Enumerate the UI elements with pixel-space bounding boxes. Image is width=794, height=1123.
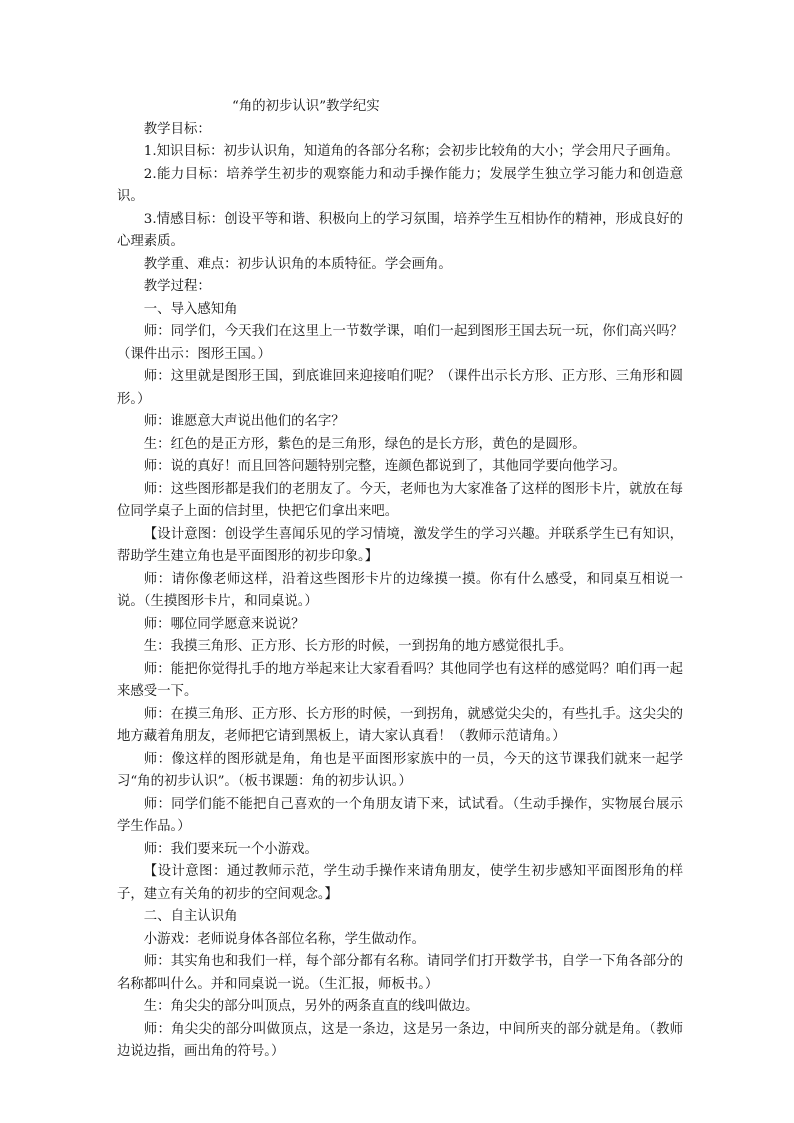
paragraph: 师：角尖尖的部分叫做顶点，这是一条边，这是另一条边，中间所夹的部分就是角。（教师边说边指，画出角的符号。） — [117, 1021, 683, 1059]
paragraph: 1.知识目标：初步认识角，知道角的各部分名称；会初步比较角的大小；学会用尺子画角。 — [143, 144, 679, 159]
paragraph: 生：角尖尖的部分叫顶点，另外的两条直直的线叫做边。 — [143, 999, 479, 1014]
paragraph: 小游戏：老师说身体各部位名称，学生做动作。 — [143, 931, 425, 947]
paragraph: 师：能把你觉得扎手的地方举起来让大家看看吗？其他同学也有这样的感觉吗？咱们再一起来感受一下。 — [117, 661, 683, 699]
paragraph: 师：说的真好！而且回答问题特别完整，连颜色都说到了，其他同学要向他学习。 — [143, 459, 626, 474]
paragraph: 2.能力目标：培养学生初步的观察能力和动手操作能力；发展学生独立学习能力和创造意识。 — [117, 166, 683, 204]
paragraph: 师：谁愿意大声说出他们的名字？ — [143, 414, 345, 429]
paragraph: 生：红色的是正方形，紫色的是三角形，绿色的是长方形，黄色的是圆形。 — [143, 436, 586, 452]
paragraph: 师：像这样的图形就是角，角也是平面图形家族中的一员，今天的这节课我们就来一起学习“角的初步认识”。（板书课题：角的初步认识。） — [117, 751, 683, 789]
paragraph: 师：我们要来玩一个小游戏。 — [143, 841, 318, 857]
paragraph: 【设计意图：创设学生喜闻乐见的学习情境，激发学生的学习兴趣。并联系学生已有知识，帮助学生建立角也是平面图形的初步印象。】 — [117, 526, 683, 564]
paragraph: 师：请你像老师这样，沿着这些图形卡片的边缘摸一摸。你有什么感受，和同桌互相说一说。（生摸图形卡片，和同桌说。） — [117, 571, 683, 609]
paragraph: 师：同学们能不能把自己喜欢的一个角朋友请下来，试试看。（生动手操作，实物展台展示学生作品。） — [117, 796, 683, 834]
paragraph: 师：同学们，今天我们在这里上一节数学课，咱们一起到图形王国去玩一玩，你们高兴吗？（课件出示：图形王国。） — [117, 324, 683, 362]
paragraph: 教学目标： — [143, 121, 211, 137]
paragraph: 师：在摸三角形、正方形、长方形的时候，一到拐角，就感觉尖尖的，有些扎手。这尖尖的地方藏着角朋友，老师把它请到黑板上，请大家认真看！（教师示范请角。） — [117, 706, 683, 744]
paragraph: 师：其实角也和我们一样，每个部分都有名称。请同学们打开数学书，自学一下角各部分的名称都叫什么。并和同桌说一说。（生汇报，师板书。） — [117, 954, 683, 992]
paragraph: 教学重、难点：初步认识角的本质特征。学会画角。 — [143, 256, 452, 272]
paragraph: 一、导入感知角 — [143, 301, 238, 317]
paragraph: 师：哪位同学愿意来说说？ — [143, 616, 305, 632]
document-page — [117, 96, 683, 1064]
paragraph: 师：这里就是图形王国，到底谁回来迎接咱们呢？（课件出示长方形、正方形、三角形和圆形。） — [117, 369, 683, 407]
paragraph: 【设计意图：通过教师示范，学生动手操作来请角朋友，使学生初步感知平面图形角的样子，建立有关角的初步的空间观念。】 — [117, 864, 683, 902]
paragraph: 教学过程： — [143, 279, 211, 294]
document-body — [117, 119, 683, 1064]
paragraph: 生：我摸三角形、正方形、长方形的时候，一到拐角的地方感觉很扎手。 — [143, 639, 573, 654]
document-title: “角的初步认识”教学纪实 — [232, 99, 380, 114]
paragraph: 3.情感目标：创设平等和谐、积极向上的学习氛围，培养学生互相协作的精神，形成良好的心理素质。 — [117, 211, 683, 249]
paragraph: 师：这些图形都是我们的老朋友了。今天，老师也为大家准备了这样的图形卡片，就放在每位同学桌子上面的信封里，快把它们拿出来吧。 — [117, 481, 683, 519]
paragraph: 二、自主认识角 — [143, 909, 238, 924]
